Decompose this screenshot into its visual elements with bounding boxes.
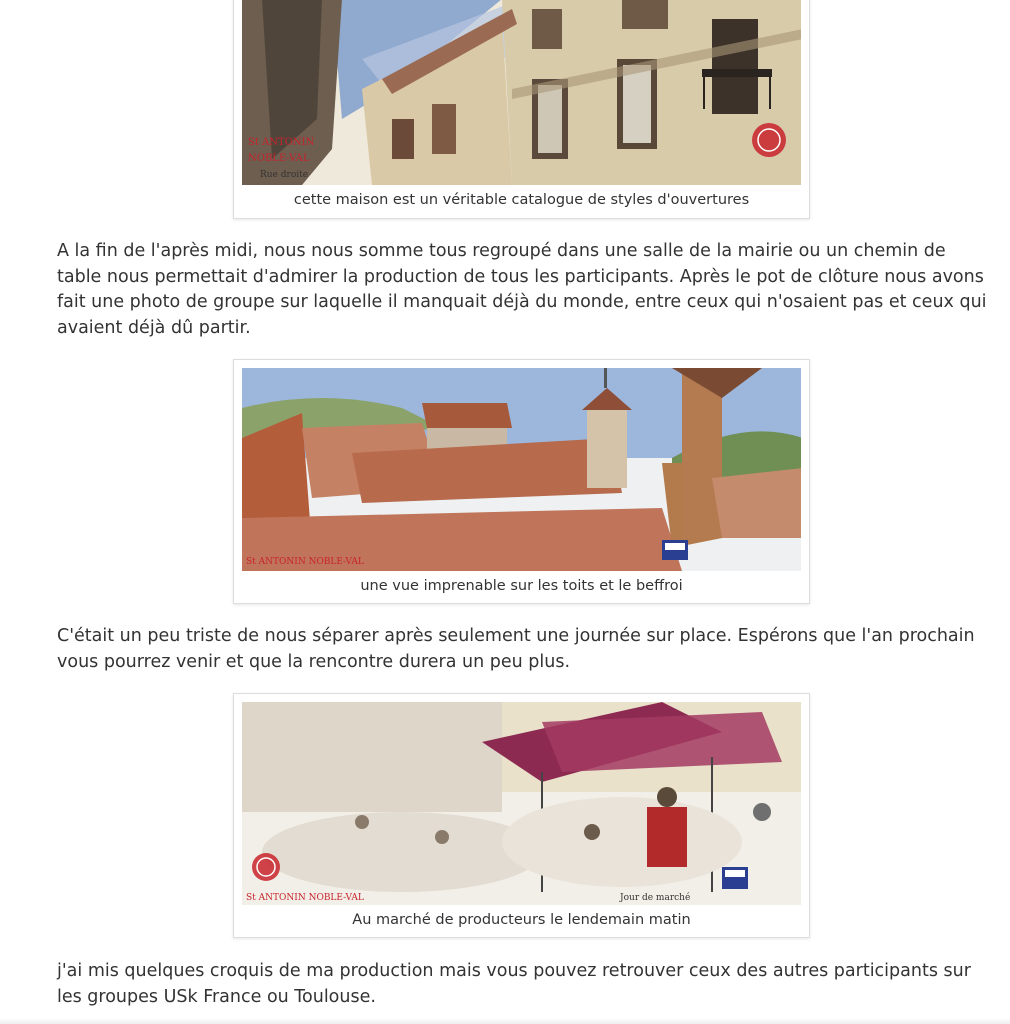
figure-caption: cette maison est un véritable catalogue de styles d'ouvertures <box>293 192 750 208</box>
paragraph-end-of-day: A la fin de l'après midi, nous nous somme tous regroupé dans une salle de la mairie ou un chemin de table nous permettait d'admirer la production de tous les participants. Après le pot de clôture nous avons fait une photo de groupe sur laquelle il manquait déjà du monde, entre ceux qui n'osaient pas et ceux qui avaient déjà dû partir. <box>57 241 987 338</box>
sketch-facade-image[interactable] <box>242 0 801 185</box>
sketch-label-antonin: St ANTONIN NOBLE-VAL <box>246 557 364 567</box>
paragraph-more-sketches: j'ai mis quelques croquis de ma production mais vous pouvez retrouver ceux des autres participants sur les groupes USk France ou Toulouse. <box>57 961 971 1007</box>
sketch-label-antonin: St ANTONIN NOBLE-VAL <box>246 893 364 903</box>
sketch-label-antonin: St ANTONIN <box>248 137 315 148</box>
figure-rooftops <box>233 359 810 604</box>
figure-caption: Au marché de producteurs le lendemain matin <box>352 912 691 928</box>
sketch-label-rue: Rue droite <box>260 170 309 180</box>
sketch-label-marche: Jour de marché <box>620 893 691 903</box>
sketch-label-noble-val: NOBLE-VAL <box>248 153 310 164</box>
figure-facade <box>233 0 810 219</box>
figure-market <box>233 693 810 938</box>
figure-caption: une vue imprenable sur les toits et le beffroi <box>360 578 683 594</box>
sketch-market-image[interactable] <box>242 702 801 905</box>
sketch-rooftops-image[interactable] <box>242 368 801 571</box>
paragraph-separation: C'était un peu triste de nous séparer après seulement une journée sur place. Espérons que l'an prochain vous pourrez venir et que la rencontre durera un peu plus. <box>57 626 975 672</box>
page-bottom-edge <box>0 1018 1010 1024</box>
